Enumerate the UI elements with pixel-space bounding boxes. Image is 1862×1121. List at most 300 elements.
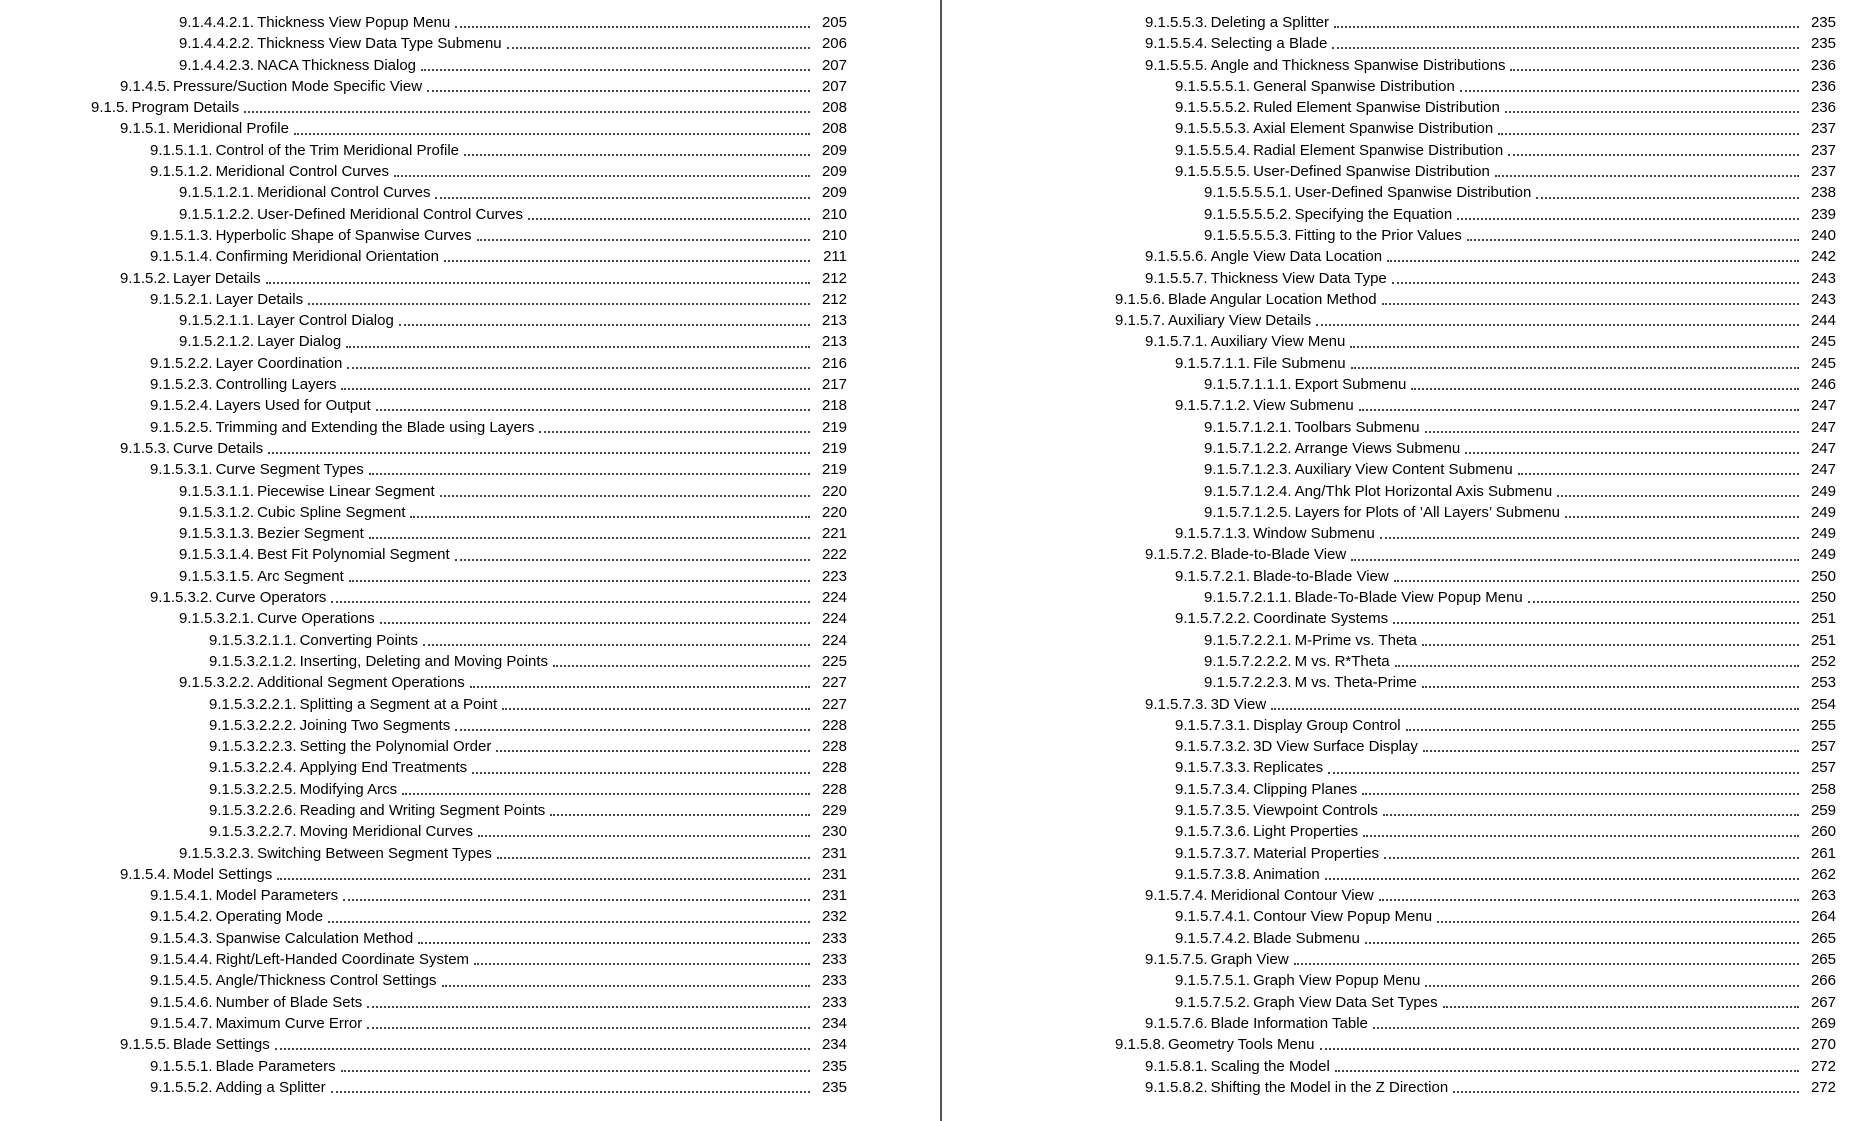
toc-entry-page-number[interactable]: 237 — [1810, 141, 1836, 159]
toc-entry-title[interactable]: Light Properties — [1253, 823, 1359, 841]
toc-entry-title[interactable]: Blade Parameters — [215, 1057, 336, 1075]
toc-entry-title[interactable]: Operating Mode — [215, 908, 324, 926]
toc-entry-page-number[interactable]: 219 — [821, 418, 847, 436]
toc-entry[interactable] — [950, 672, 1862, 693]
toc-entry[interactable] — [950, 736, 1862, 757]
toc-entry-page-number[interactable]: 267 — [1810, 993, 1836, 1011]
toc-entry-page-number[interactable]: 264 — [1810, 908, 1836, 926]
toc-entry-page-number[interactable]: 228 — [821, 759, 847, 777]
toc-entry[interactable] — [0, 651, 940, 672]
toc-entry-title[interactable]: Blade Information Table — [1210, 1014, 1368, 1032]
toc-entry-page-number[interactable]: 225 — [821, 652, 847, 670]
toc-entry[interactable] — [950, 33, 1862, 54]
toc-entry-title[interactable]: Converting Points — [299, 631, 418, 649]
toc-entry-title[interactable]: Bezier Segment — [257, 525, 364, 543]
toc-entry-title[interactable]: Thickness View Data Type — [1210, 269, 1387, 287]
toc-entry-title[interactable]: Blade Submenu — [1253, 929, 1360, 947]
toc-entry[interactable] — [950, 353, 1862, 374]
toc-entry-title[interactable]: Modifying Arcs — [299, 780, 398, 798]
toc-entry[interactable] — [0, 140, 940, 161]
toc-entry-title[interactable]: Meridional Contour View — [1210, 887, 1374, 905]
toc-entry[interactable] — [950, 523, 1862, 544]
toc-entry[interactable] — [0, 225, 940, 246]
toc-entry[interactable] — [0, 374, 940, 395]
toc-entry[interactable] — [950, 1013, 1862, 1034]
toc-entry-page-number[interactable]: 257 — [1810, 738, 1836, 756]
toc-entry[interactable] — [950, 821, 1862, 842]
toc-entry-page-number[interactable]: 243 — [1810, 290, 1836, 308]
toc-entry-title[interactable]: Meridional Profile — [173, 120, 289, 138]
toc-entry[interactable] — [950, 715, 1862, 736]
toc-entry[interactable] — [0, 949, 940, 970]
toc-entry-page-number[interactable]: 247 — [1810, 418, 1836, 436]
toc-entry-title[interactable]: M vs. R*Theta — [1294, 652, 1390, 670]
toc-entry[interactable] — [0, 523, 940, 544]
toc-entry-title[interactable]: M-Prime vs. Theta — [1294, 631, 1417, 649]
toc-entry-title[interactable]: Auxiliary View Menu — [1210, 333, 1346, 351]
toc-entry-page-number[interactable]: 272 — [1810, 1078, 1836, 1096]
toc-entry-title[interactable]: Setting the Polynomial Order — [299, 738, 492, 756]
toc-entry-title[interactable]: Joining Two Segments — [299, 716, 451, 734]
toc-entry-title[interactable]: Curve Operations — [257, 610, 375, 628]
toc-entry-title[interactable]: Layers for Plots of ’All Layers’ Submenu — [1294, 503, 1560, 521]
toc-entry-title[interactable]: Applying End Treatments — [299, 759, 468, 777]
toc-entry-page-number[interactable]: 235 — [1810, 14, 1836, 31]
toc-entry-page-number[interactable]: 263 — [1810, 887, 1836, 905]
toc-entry-page-number[interactable]: 259 — [1810, 801, 1836, 819]
toc-entry-title[interactable]: Layers Used for Output — [215, 397, 371, 415]
toc-entry-title[interactable]: Piecewise Linear Segment — [257, 482, 435, 500]
toc-entry-page-number[interactable]: 247 — [1810, 461, 1836, 479]
toc-entry-page-number[interactable]: 207 — [821, 77, 847, 95]
toc-entry-title[interactable]: Radial Element Spanwise Distribution — [1253, 141, 1504, 159]
toc-entry-title[interactable]: File Submenu — [1253, 354, 1346, 372]
toc-entry-title[interactable]: Control of the Trim Meridional Profile — [215, 141, 459, 159]
toc-entry-page-number[interactable]: 237 — [1810, 120, 1836, 138]
toc-entry-title[interactable]: Layer Control Dialog — [257, 312, 394, 330]
toc-entry[interactable] — [0, 33, 940, 54]
toc-entry-page-number[interactable]: 244 — [1810, 312, 1836, 330]
toc-entry-page-number[interactable]: 240 — [1810, 226, 1836, 244]
toc-entry-title[interactable]: Animation — [1253, 865, 1320, 883]
toc-entry-page-number[interactable]: 227 — [821, 695, 847, 713]
toc-entry-page-number[interactable]: 236 — [1810, 99, 1836, 117]
toc-entry[interactable] — [950, 76, 1862, 97]
toc-entry-page-number[interactable]: 265 — [1810, 929, 1836, 947]
toc-entry-page-number[interactable]: 249 — [1810, 482, 1836, 500]
toc-entry[interactable] — [950, 97, 1862, 118]
toc-entry-title[interactable]: 3D View — [1210, 695, 1267, 713]
toc-entry-title[interactable]: Layer Details — [215, 290, 304, 308]
toc-entry[interactable] — [0, 608, 940, 629]
toc-entry-title[interactable]: Pressure/Suction Mode Specific View — [173, 77, 423, 95]
toc-entry[interactable] — [950, 140, 1862, 161]
toc-entry-page-number[interactable]: 245 — [1810, 333, 1836, 351]
toc-entry[interactable] — [0, 246, 940, 267]
toc-entry[interactable] — [950, 310, 1862, 331]
toc-entry[interactable] — [0, 906, 940, 927]
toc-entry-title[interactable]: Inserting, Deleting and Moving Points — [299, 652, 549, 670]
toc-entry[interactable] — [950, 1077, 1862, 1098]
toc-entry[interactable] — [0, 928, 940, 949]
toc-entry[interactable] — [0, 1056, 940, 1077]
toc-entry-page-number[interactable]: 205 — [821, 14, 847, 31]
toc-entry-page-number[interactable]: 228 — [821, 716, 847, 734]
toc-entry-page-number[interactable]: 209 — [821, 141, 847, 159]
toc-entry-title[interactable]: Best Fit Polynomial Segment — [257, 546, 450, 564]
toc-entry-title[interactable]: Model Parameters — [215, 887, 339, 905]
toc-entry-title[interactable]: Fitting to the Prior Values — [1294, 226, 1462, 244]
toc-entry[interactable] — [950, 246, 1862, 267]
toc-entry-page-number[interactable]: 235 — [821, 1078, 847, 1096]
toc-entry-page-number[interactable]: 231 — [821, 887, 847, 905]
toc-entry-page-number[interactable]: 255 — [1810, 716, 1836, 734]
toc-entry-title[interactable]: Splitting a Segment at a Point — [299, 695, 498, 713]
toc-entry[interactable] — [0, 736, 940, 757]
toc-entry[interactable] — [950, 992, 1862, 1013]
toc-entry[interactable] — [950, 651, 1862, 672]
toc-entry-title[interactable]: Layer Dialog — [257, 333, 342, 351]
toc-entry-page-number[interactable]: 270 — [1810, 1036, 1836, 1054]
toc-entry-page-number[interactable]: 230 — [821, 823, 847, 841]
toc-entry-page-number[interactable]: 234 — [821, 1014, 847, 1032]
toc-entry[interactable] — [0, 161, 940, 182]
toc-entry-title[interactable]: Blade Settings — [173, 1036, 270, 1054]
toc-entry-page-number[interactable]: 269 — [1810, 1014, 1836, 1032]
toc-entry[interactable] — [0, 417, 940, 438]
toc-entry[interactable] — [950, 970, 1862, 991]
toc-entry-page-number[interactable]: 251 — [1810, 631, 1836, 649]
toc-entry[interactable] — [950, 118, 1862, 139]
toc-entry[interactable] — [0, 310, 940, 331]
toc-entry-title[interactable]: Controlling Layers — [215, 376, 337, 394]
toc-entry-page-number[interactable]: 265 — [1810, 951, 1836, 969]
toc-entry-title[interactable]: Angle View Data Location — [1210, 248, 1383, 266]
toc-entry-title[interactable]: Graph View Data Set Types — [1253, 993, 1438, 1011]
toc-entry-page-number[interactable]: 207 — [821, 56, 847, 74]
toc-entry[interactable] — [950, 331, 1862, 352]
toc-entry-title[interactable]: Axial Element Spanwise Distribution — [1253, 120, 1494, 138]
toc-entry-page-number[interactable]: 210 — [821, 226, 847, 244]
toc-entry[interactable] — [0, 757, 940, 778]
toc-entry[interactable] — [0, 481, 940, 502]
toc-entry[interactable] — [950, 587, 1862, 608]
toc-entry-page-number[interactable]: 258 — [1810, 780, 1836, 798]
toc-entry-page-number[interactable]: 212 — [821, 290, 847, 308]
toc-entry[interactable] — [0, 970, 940, 991]
toc-entry-page-number[interactable]: 250 — [1810, 567, 1836, 585]
toc-entry-page-number[interactable]: 222 — [821, 546, 847, 564]
toc-entry-page-number[interactable]: 247 — [1810, 397, 1836, 415]
toc-entry[interactable] — [950, 395, 1862, 416]
toc-entry[interactable] — [950, 225, 1862, 246]
toc-entry-page-number[interactable]: 245 — [1810, 354, 1836, 372]
toc-entry-page-number[interactable]: 243 — [1810, 269, 1836, 287]
toc-entry-page-number[interactable]: 239 — [1810, 205, 1836, 223]
toc-entry-page-number[interactable]: 228 — [821, 738, 847, 756]
toc-entry[interactable] — [0, 800, 940, 821]
toc-entry-title[interactable]: Right/Left-Handed Coordinate System — [215, 951, 470, 969]
toc-entry-page-number[interactable]: 213 — [821, 333, 847, 351]
toc-entry-title[interactable]: Arrange Views Submenu — [1294, 439, 1461, 457]
toc-entry[interactable] — [0, 268, 940, 289]
toc-entry[interactable] — [0, 566, 940, 587]
toc-entry[interactable] — [0, 544, 940, 565]
toc-entry[interactable] — [950, 779, 1862, 800]
toc-entry-page-number[interactable]: 219 — [821, 439, 847, 457]
toc-entry-title[interactable]: Layer Details — [173, 269, 261, 287]
toc-entry-title[interactable]: Meridional Control Curves — [257, 184, 431, 202]
toc-entry-page-number[interactable]: 224 — [821, 631, 847, 649]
toc-entry[interactable] — [0, 395, 940, 416]
toc-entry[interactable] — [0, 821, 940, 842]
toc-entry-title[interactable]: Ang/Thk Plot Horizontal Axis Submenu — [1294, 482, 1553, 500]
toc-entry-page-number[interactable]: 211 — [823, 248, 847, 266]
toc-entry-page-number[interactable]: 233 — [821, 929, 847, 947]
toc-entry-page-number[interactable]: 227 — [821, 674, 847, 692]
toc-entry-title[interactable]: Scaling the Model — [1210, 1057, 1330, 1075]
toc-entry-title[interactable]: Angle/Thickness Control Settings — [215, 972, 437, 990]
toc-entry-title[interactable]: Shifting the Model in the Z Direction — [1210, 1078, 1449, 1096]
toc-entry-page-number[interactable]: 254 — [1810, 695, 1836, 713]
toc-entry[interactable] — [950, 608, 1862, 629]
toc-entry[interactable] — [950, 502, 1862, 523]
toc-entry[interactable] — [0, 438, 940, 459]
toc-entry[interactable] — [0, 12, 940, 33]
toc-entry-title[interactable]: Spanwise Calculation Method — [215, 929, 414, 947]
toc-entry[interactable] — [950, 885, 1862, 906]
toc-entry-page-number[interactable]: 238 — [1810, 184, 1836, 202]
toc-entry[interactable] — [0, 694, 940, 715]
toc-entry-page-number[interactable]: 220 — [821, 503, 847, 521]
toc-entry[interactable] — [0, 331, 940, 352]
toc-entry-page-number[interactable]: 266 — [1810, 972, 1836, 990]
toc-entry[interactable] — [950, 374, 1862, 395]
toc-entry[interactable] — [950, 1034, 1862, 1055]
toc-entry-title[interactable]: Blade-to-Blade View — [1253, 567, 1389, 585]
toc-entry-page-number[interactable]: 217 — [821, 376, 847, 394]
toc-entry-page-number[interactable]: 242 — [1810, 248, 1836, 266]
toc-entry-page-number[interactable]: 236 — [1810, 56, 1836, 74]
toc-entry[interactable] — [950, 459, 1862, 480]
toc-entry-title[interactable]: Blade Angular Location Method — [1168, 290, 1377, 308]
toc-entry[interactable] — [950, 1056, 1862, 1077]
toc-entry-title[interactable]: View Submenu — [1253, 397, 1354, 415]
toc-entry-page-number[interactable]: 235 — [821, 1057, 847, 1075]
toc-entry-page-number[interactable]: 237 — [1810, 163, 1836, 181]
toc-entry-page-number[interactable]: 208 — [821, 99, 847, 117]
toc-entry-title[interactable]: Model Settings — [173, 865, 273, 883]
toc-entry-page-number[interactable]: 209 — [821, 184, 847, 202]
toc-entry-title[interactable]: Curve Segment Types — [215, 461, 364, 479]
toc-entry[interactable] — [0, 502, 940, 523]
toc-entry[interactable] — [0, 779, 940, 800]
toc-entry[interactable] — [0, 1034, 940, 1055]
toc-entry[interactable] — [950, 438, 1862, 459]
toc-entry-title[interactable]: Auxiliary View Content Submenu — [1294, 461, 1513, 479]
toc-entry[interactable] — [0, 715, 940, 736]
toc-entry[interactable] — [0, 587, 940, 608]
toc-entry-page-number[interactable]: 249 — [1810, 546, 1836, 564]
toc-entry-page-number[interactable]: 260 — [1810, 823, 1836, 841]
toc-entry-page-number[interactable]: 219 — [821, 461, 847, 479]
toc-entry[interactable] — [950, 268, 1862, 289]
toc-entry-page-number[interactable]: 233 — [821, 993, 847, 1011]
toc-entry[interactable] — [0, 1013, 940, 1034]
toc-entry-title[interactable]: Adding a Splitter — [215, 1078, 326, 1096]
toc-entry-title[interactable]: User-Defined Meridional Control Curves — [257, 205, 523, 223]
toc-entry[interactable] — [950, 928, 1862, 949]
toc-entry[interactable] — [0, 992, 940, 1013]
toc-entry[interactable] — [950, 481, 1862, 502]
toc-entry-title[interactable]: Window Submenu — [1253, 525, 1375, 543]
toc-entry[interactable] — [0, 97, 940, 118]
toc-entry-title[interactable]: Blade-to-Blade View — [1210, 546, 1347, 564]
toc-entry-title[interactable]: General Spanwise Distribution — [1253, 77, 1455, 95]
toc-entry[interactable] — [0, 353, 940, 374]
toc-entry-page-number[interactable]: 250 — [1810, 589, 1836, 607]
toc-entry-title[interactable]: Angle and Thickness Spanwise Distributions — [1210, 56, 1506, 74]
toc-entry-title[interactable]: Selecting a Blade — [1210, 35, 1328, 53]
toc-entry[interactable] — [950, 949, 1862, 970]
toc-entry-title[interactable]: M vs. Theta-Prime — [1294, 674, 1417, 692]
toc-entry-page-number[interactable]: 212 — [821, 269, 847, 287]
toc-entry[interactable] — [0, 672, 940, 693]
toc-entry-page-number[interactable]: 218 — [821, 397, 847, 415]
toc-entry-title[interactable]: Deleting a Splitter — [1210, 14, 1329, 31]
toc-entry[interactable] — [0, 630, 940, 651]
toc-entry[interactable] — [950, 544, 1862, 565]
toc-entry-title[interactable]: Auxiliary View Details — [1168, 312, 1312, 330]
toc-entry-title[interactable]: Confirming Meridional Orientation — [215, 248, 439, 266]
toc-entry-title[interactable]: Meridional Control Curves — [215, 163, 389, 181]
toc-entry[interactable] — [0, 843, 940, 864]
toc-entry-page-number[interactable]: 249 — [1810, 503, 1836, 521]
toc-entry-page-number[interactable]: 209 — [821, 163, 847, 181]
toc-entry-title[interactable]: Coordinate Systems — [1253, 610, 1389, 628]
toc-entry[interactable] — [950, 12, 1862, 33]
toc-entry-title[interactable]: Moving Meridional Curves — [299, 823, 473, 841]
toc-entry-page-number[interactable]: 210 — [821, 205, 847, 223]
toc-entry[interactable] — [0, 289, 940, 310]
toc-entry-title[interactable]: Arc Segment — [257, 567, 344, 585]
toc-entry-title[interactable]: Number of Blade Sets — [215, 993, 363, 1011]
toc-entry-page-number[interactable]: 221 — [821, 525, 847, 543]
toc-entry-page-number[interactable]: 228 — [821, 780, 847, 798]
toc-entry-title[interactable]: Additional Segment Operations — [257, 674, 465, 692]
toc-entry[interactable] — [950, 204, 1862, 225]
toc-entry-title[interactable]: Trimming and Extending the Blade using Layers — [215, 418, 535, 436]
toc-entry[interactable] — [950, 800, 1862, 821]
toc-entry-title[interactable]: Specifying the Equation — [1294, 205, 1453, 223]
toc-entry-title[interactable]: Graph View — [1210, 951, 1289, 969]
toc-entry[interactable] — [950, 906, 1862, 927]
toc-entry[interactable] — [950, 55, 1862, 76]
toc-entry-page-number[interactable]: 224 — [821, 589, 847, 607]
toc-entry[interactable] — [950, 843, 1862, 864]
toc-entry[interactable] — [0, 204, 940, 225]
toc-entry[interactable] — [0, 76, 940, 97]
toc-entry[interactable] — [0, 1077, 940, 1098]
toc-entry-page-number[interactable]: 223 — [821, 567, 847, 585]
toc-entry-page-number[interactable]: 262 — [1810, 865, 1836, 883]
toc-entry-title[interactable]: User-Defined Spanwise Distribution — [1294, 184, 1532, 202]
toc-entry[interactable] — [0, 885, 940, 906]
toc-entry[interactable] — [950, 289, 1862, 310]
toc-entry-title[interactable]: Viewpoint Controls — [1253, 801, 1378, 819]
toc-entry-page-number[interactable]: 224 — [821, 610, 847, 628]
toc-entry-title[interactable]: 3D View Surface Display — [1253, 738, 1418, 756]
toc-entry-page-number[interactable]: 231 — [821, 865, 847, 883]
toc-entry[interactable] — [950, 864, 1862, 885]
toc-entry-page-number[interactable]: 233 — [821, 972, 847, 990]
toc-entry-title[interactable]: Export Submenu — [1294, 376, 1407, 394]
toc-entry-page-number[interactable]: 220 — [821, 482, 847, 500]
toc-entry-page-number[interactable]: 216 — [821, 354, 847, 372]
toc-entry-page-number[interactable]: 232 — [821, 908, 847, 926]
toc-entry-page-number[interactable]: 236 — [1810, 77, 1836, 95]
toc-entry-title[interactable]: Program Details — [131, 99, 240, 117]
toc-entry-title[interactable]: Contour View Popup Menu — [1253, 908, 1433, 926]
toc-entry[interactable] — [950, 182, 1862, 203]
toc-entry[interactable] — [950, 694, 1862, 715]
toc-entry[interactable] — [950, 161, 1862, 182]
toc-entry-page-number[interactable]: 231 — [821, 844, 847, 862]
toc-entry-title[interactable]: Thickness View Popup Menu — [257, 14, 451, 31]
toc-entry-page-number[interactable]: 234 — [821, 1036, 847, 1054]
toc-entry-title[interactable]: Switching Between Segment Types — [257, 844, 492, 862]
toc-entry-title[interactable]: Curve Details — [173, 439, 264, 457]
toc-entry-title[interactable]: Blade-To-Blade View Popup Menu — [1294, 589, 1523, 607]
toc-entry[interactable] — [950, 566, 1862, 587]
toc-entry-page-number[interactable]: 261 — [1810, 844, 1836, 862]
toc-entry-page-number[interactable]: 253 — [1810, 674, 1836, 692]
toc-entry-title[interactable]: Clipping Planes — [1253, 780, 1358, 798]
toc-entry-title[interactable]: Maximum Curve Error — [215, 1014, 363, 1032]
toc-entry-page-number[interactable]: 233 — [821, 951, 847, 969]
toc-entry[interactable] — [0, 118, 940, 139]
toc-entry-page-number[interactable]: 246 — [1810, 376, 1836, 394]
toc-entry[interactable] — [0, 864, 940, 885]
toc-entry-title[interactable]: NACA Thickness Dialog — [257, 56, 417, 74]
toc-entry[interactable] — [0, 459, 940, 480]
toc-entry-title[interactable]: Toolbars Submenu — [1294, 418, 1420, 436]
toc-entry-title[interactable]: Replicates — [1253, 759, 1324, 777]
toc-entry-title[interactable]: Material Properties — [1253, 844, 1379, 862]
toc-entry-title[interactable]: User-Defined Spanwise Distribution — [1253, 163, 1490, 181]
toc-entry[interactable] — [950, 630, 1862, 651]
toc-entry-page-number[interactable]: 247 — [1810, 439, 1836, 457]
toc-entry-title[interactable]: Ruled Element Spanwise Distribution — [1253, 99, 1500, 117]
toc-entry-page-number[interactable]: 249 — [1810, 525, 1836, 543]
toc-entry-page-number[interactable]: 206 — [821, 35, 847, 53]
toc-entry-page-number[interactable]: 257 — [1810, 759, 1836, 777]
toc-entry[interactable] — [950, 417, 1862, 438]
toc-entry[interactable] — [0, 55, 940, 76]
toc-entry-page-number[interactable]: 213 — [821, 312, 847, 330]
toc-entry[interactable] — [950, 757, 1862, 778]
toc-entry-title[interactable]: Curve Operators — [215, 589, 327, 607]
toc-entry-title[interactable]: Thickness View Data Type Submenu — [257, 35, 502, 53]
toc-entry[interactable] — [0, 182, 940, 203]
toc-entry-page-number[interactable]: 229 — [821, 801, 847, 819]
toc-entry-title[interactable]: Geometry Tools Menu — [1168, 1036, 1315, 1054]
toc-entry-page-number[interactable]: 208 — [821, 120, 847, 138]
toc-entry-title[interactable]: Cubic Spline Segment — [257, 503, 406, 521]
toc-entry-title[interactable]: Reading and Writing Segment Points — [299, 801, 546, 819]
toc-entry-title[interactable]: Hyperbolic Shape of Spanwise Curves — [215, 226, 472, 244]
toc-entry-page-number[interactable]: 235 — [1810, 35, 1836, 53]
